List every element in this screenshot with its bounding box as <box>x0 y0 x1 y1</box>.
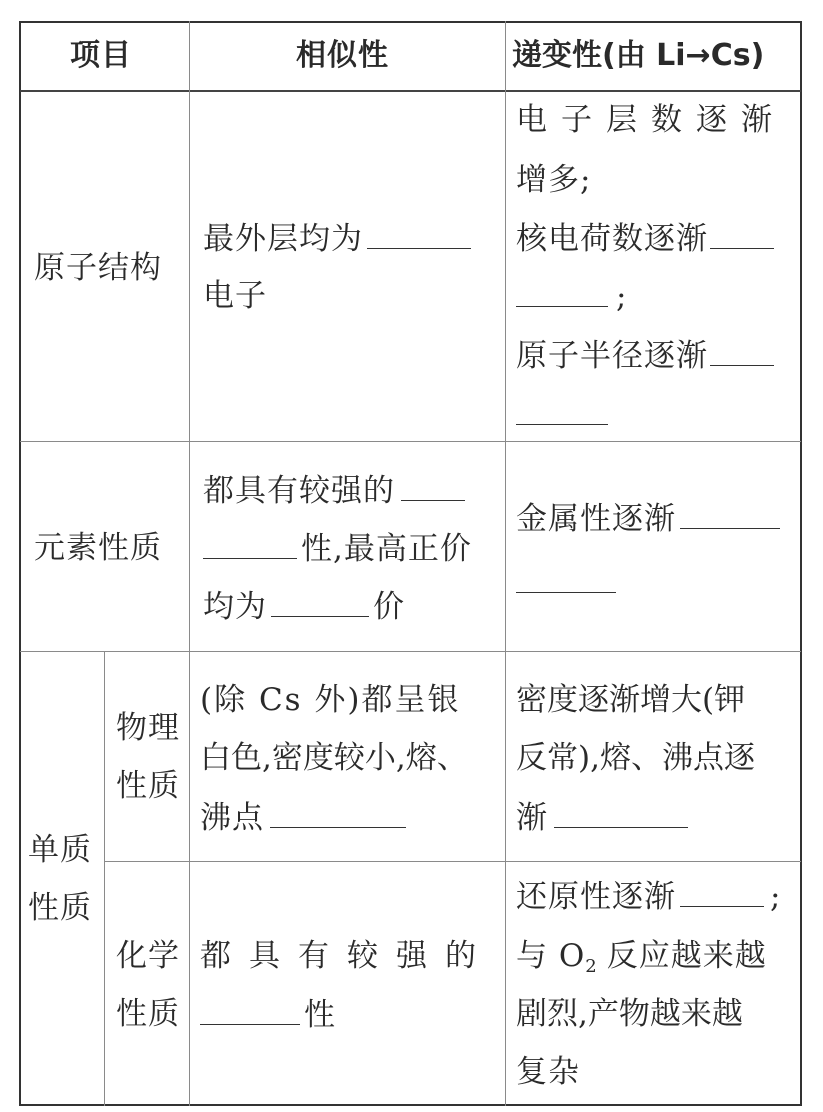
atomic-grad-text-5: 原子半径逐渐 <box>516 338 708 374</box>
chemical-grad-line-1 <box>516 876 781 917</box>
blank-reducing <box>200 994 300 1025</box>
row-label-substance-1: 单质 <box>28 832 92 868</box>
atomic-grad-line-6 <box>516 394 608 435</box>
atomic-grad-line-4 <box>516 276 627 317</box>
blank-nuclear-charge-1 <box>710 218 774 249</box>
row-divider-physical <box>104 861 801 862</box>
element-grad-text-1: 金属性逐渐 <box>516 501 676 537</box>
chemical-similar-line-2 <box>200 994 336 1035</box>
atomic-grad-line-3 <box>516 218 774 259</box>
physical-grad-line-3 <box>516 797 688 838</box>
row-label-element: 元素性质 <box>34 530 162 566</box>
header-gradient: 递变性(由 Li→Cs) <box>512 38 765 73</box>
row-label-substance-2: 性质 <box>28 890 92 926</box>
blank-atomic-radius-1 <box>710 335 774 366</box>
chemical-grad-text-2a: 与 O <box>516 938 586 974</box>
atomic-grad-line-5 <box>516 335 774 376</box>
atomic-similar-text-1: 最外层均为 <box>203 221 363 257</box>
blank-metallic-2 <box>203 528 297 559</box>
blank-atomic-radius-2 <box>516 394 608 425</box>
chemical-grad-text-2b: 反应越来越 <box>606 938 767 974</box>
blank-metallicity-2 <box>516 562 616 593</box>
element-grad-line-1 <box>516 498 780 539</box>
physical-similar-text-1: (除 Cs 外)都呈银 <box>200 682 461 718</box>
atomic-grad-text-4: ; <box>616 279 628 315</box>
blank-nuclear-charge-2 <box>516 276 608 307</box>
oxygen-subscript: 2 <box>585 956 597 977</box>
blank-melting-point <box>270 797 406 828</box>
chemical-grad-text-1: 还原性逐渐 <box>516 879 676 915</box>
physical-similar-line-3 <box>200 797 406 838</box>
blank-metallicity-1 <box>680 498 780 529</box>
sublabel-chemical-2: 性质 <box>116 996 180 1032</box>
element-similar-text-3b: 价 <box>373 589 405 625</box>
element-grad-line-2 <box>516 562 616 603</box>
element-similar-line-3 <box>203 586 405 627</box>
atomic-similar-line-1 <box>203 218 471 259</box>
row-divider-element <box>20 651 801 652</box>
element-similar-line-1 <box>203 470 465 511</box>
physical-grad-text-1: 密度逐渐增大(钾 <box>516 682 746 718</box>
col-divider-2 <box>505 21 506 1106</box>
blank-reducibility <box>680 876 764 907</box>
element-similar-text-2: 性,最高正价 <box>301 531 472 567</box>
chemical-grad-line-2 <box>516 936 767 987</box>
physical-grad-text-3: 渐 <box>516 800 548 836</box>
blank-boiling-trend <box>554 797 688 828</box>
blank-metallic-1 <box>401 470 465 501</box>
blank-valence <box>271 586 369 617</box>
physical-similar-text-2: 白色,密度较小,熔、 <box>200 740 468 776</box>
chemical-grad-text-1-end: ; <box>770 879 782 915</box>
physical-grad-text-2: 反常),熔、沸点逐 <box>516 740 755 776</box>
element-similar-text-1: 都具有较强的 <box>203 473 395 509</box>
chemical-grad-text-3: 剧烈,产物越来越 <box>516 996 743 1032</box>
physical-similar-text-3: 沸点 <box>200 800 264 836</box>
col-divider-sub <box>104 651 105 1106</box>
sublabel-physical-1: 物理 <box>116 710 180 746</box>
blank-outer-electrons <box>367 218 471 249</box>
atomic-grad-text-2: 增多; <box>516 162 592 198</box>
atomic-grad-text-3: 核电荷数逐渐 <box>516 221 708 257</box>
chemical-similar-text-1: 都具有较强的 <box>200 938 494 974</box>
header-item: 项目 <box>70 38 132 73</box>
chemical-grad-text-4: 复杂 <box>516 1054 580 1090</box>
chemical-similar-text-2: 性 <box>304 997 336 1033</box>
sublabel-physical-2: 性质 <box>116 768 180 804</box>
row-divider-atomic <box>20 441 801 442</box>
atomic-grad-text-1: 电子层数逐渐 <box>516 102 786 138</box>
header-divider <box>20 90 801 92</box>
header-similarity: 相似性 <box>296 38 389 73</box>
col-divider-1 <box>189 21 190 1106</box>
row-label-atomic: 原子结构 <box>34 250 162 286</box>
element-similar-text-3a: 均为 <box>203 589 267 625</box>
atomic-similar-text-2: 电子 <box>203 278 267 314</box>
sublabel-chemical-1: 化学 <box>116 938 180 974</box>
element-similar-line-2 <box>203 528 472 569</box>
